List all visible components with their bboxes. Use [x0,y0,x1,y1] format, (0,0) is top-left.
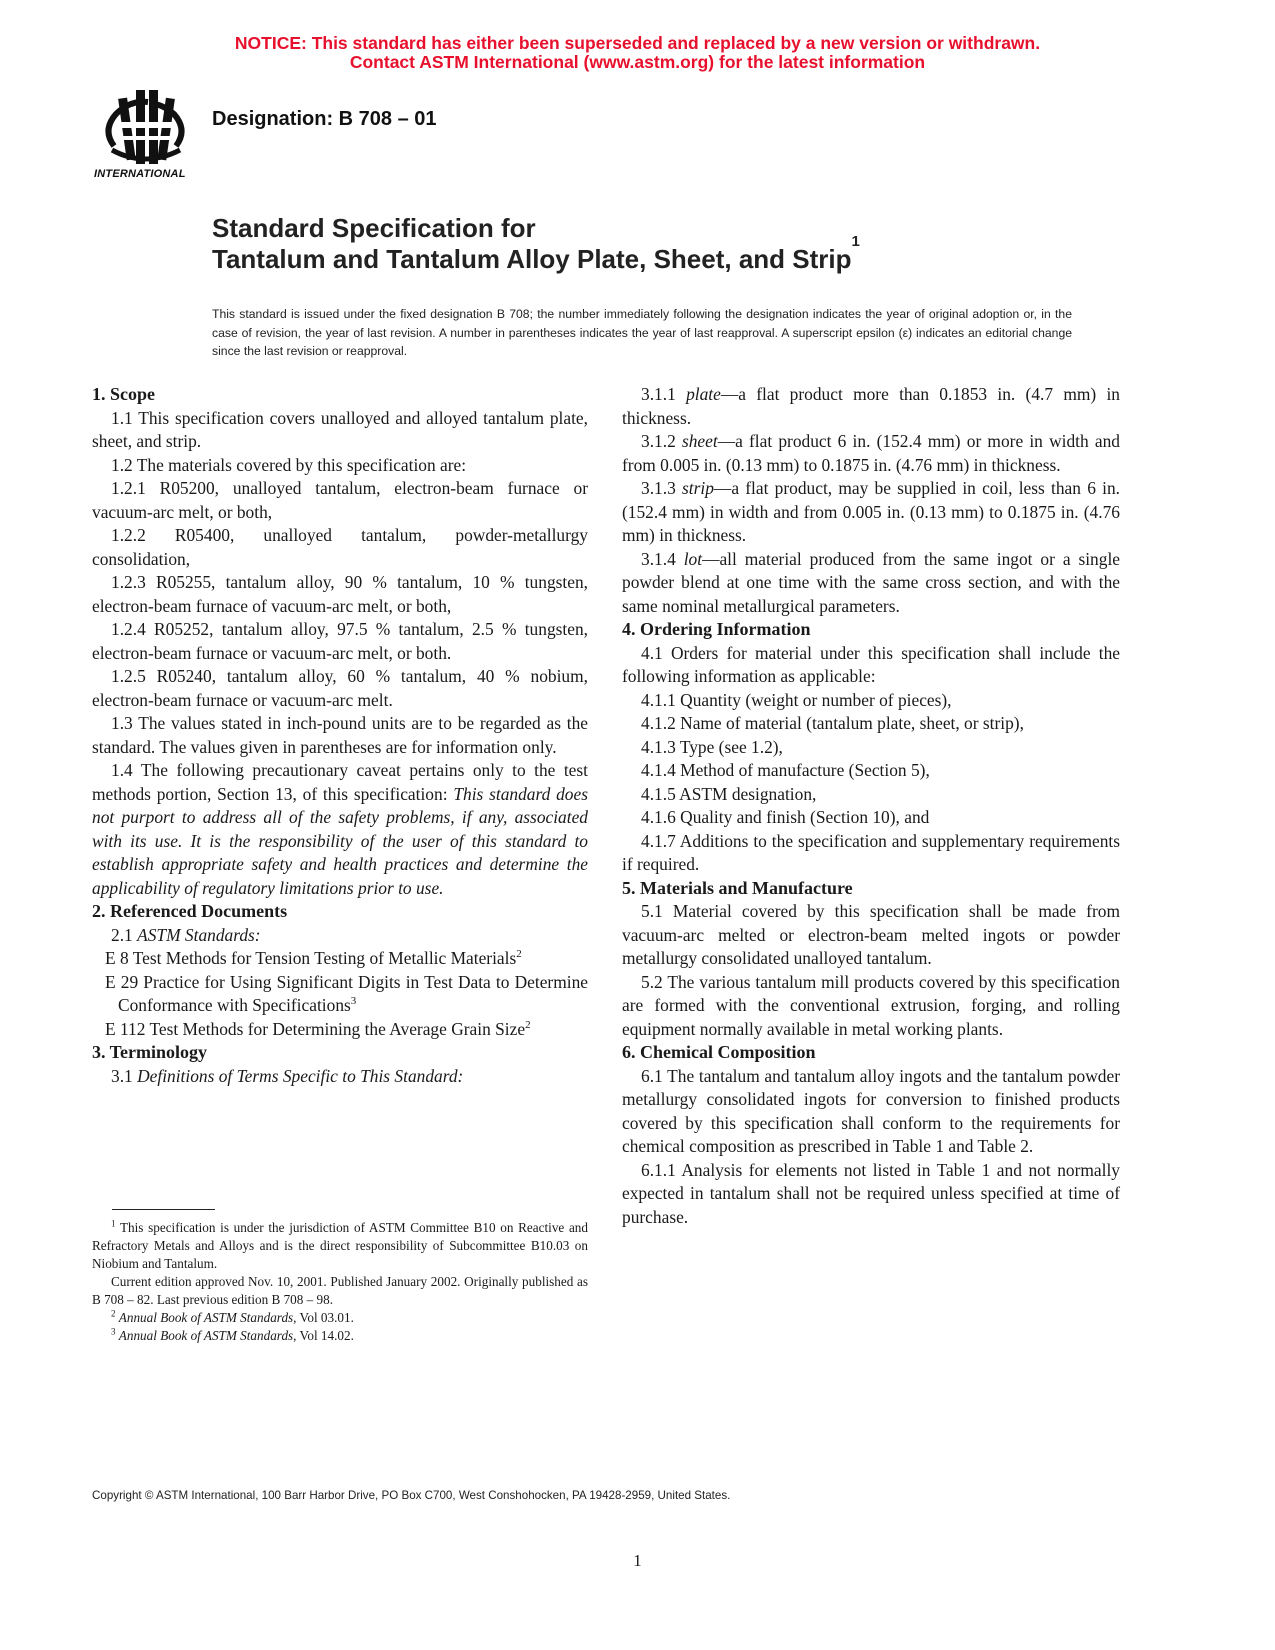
notice-line-1: NOTICE: This standard has either been superseded and replaced by a new version or withdrawn. [234,33,1041,53]
footnote-1-text: This specification is under the jurisdiction of ASTM Committee B10 on Reactive and Refractory Metals and Alloys and is the direct responsibility of Subcommittee B10.03 on Niobium and Tantalum. [92,1220,588,1271]
footnote-2-vol: , Vol 03.01. [293,1310,354,1325]
para-2-1 [92,924,588,948]
footnote-2-mark: 2 [111,1308,116,1319]
para-3-1 [92,1065,588,1089]
footnote-divider [112,1209,215,1210]
ref-e8 [92,947,588,971]
footnote-1-edition: Current edition approved Nov. 10, 2001. Published January 2002. Originally published as B 708 – 82. Last previous edition B 708 – 98. [92,1274,588,1307]
para-1-2: 1.2 The materials covered by this specification are: [111,454,467,475]
para-3-1-1 [622,383,1120,430]
def-plate: —a flat product more than 0.1853 in. (4.7 mm) in thickness. [622,384,1120,428]
para-3-1-1-num: 3.1.1 [641,384,687,404]
def-lot: —all material produced from the same ingot or a single powder blend at one time with the same cross section, and with the same nominal metallurgical parameters. [622,548,1120,616]
ref-e29-text: E 29 Practice for Using Significant Digits in Test Data to Determine Conformance with Specifications [105,971,588,1015]
footnotes [92,1219,588,1345]
para-3-1-title: Definitions of Terms Specific to This Standard: [137,1065,464,1086]
para-2-1-title: ASTM Standards: [137,924,261,945]
title-footnote-mark: 1 [851,233,860,250]
para-1-2-5: 1.2.5 R05240, tantalum alloy, 60 % tantalum, 40 % nobium, electron-beam furnace or vacuum-arc melt. [92,666,588,710]
para-4-1-5: 4.1.5 ASTM designation, [641,783,817,804]
term-plate: plate [686,384,721,404]
footnote-1 [92,1219,588,1273]
para-1-4 [92,759,588,900]
title-line-2-text: Tantalum and Tantalum Alloy Plate, Sheet, and Strip [212,244,852,274]
footnote-1-mark: 1 [111,1218,116,1229]
para-6-1-1: 6.1.1 Analysis for elements not listed in Table 1 and not normally expected in tantalum shall not be required unless specified at time of purchase. [622,1159,1120,1227]
section-2-heading: 2. Referenced Documents [92,901,288,921]
def-sheet: —a flat product 6 in. (152.4 mm) or more in width and from 0.005 in. (0.13 mm) to 0.1875 in. (4.76 mm) in thickness. [622,431,1120,475]
ref-e112-text: E 112 Test Methods for Determining the Average Grain Size [105,1018,526,1039]
section-3-heading: 3. Terminology [92,1042,208,1062]
ref-e8-text: E 8 Test Methods for Tension Testing of Metallic Materials [105,948,517,968]
term-sheet: sheet [681,431,718,451]
page-number: 1 [633,1551,642,1570]
para-1-1: 1.1 This specification covers unalloyed and alloyed tantalum plate, sheet, and strip. [92,407,588,451]
title-line-1: Standard Specification for [212,213,536,243]
section-4-heading: 4. Ordering Information [622,619,811,639]
notice-line-2: Contact ASTM International (www.astm.org) for the latest information [349,52,926,72]
ref-e29-footnote: 3 [350,995,357,1008]
para-5-1: 5.1 Material covered by this specification shall be made from vacuum-arc melted or electron-beam melted ingots or powder metallurgy consolidated unalloyed tantalum. [622,901,1120,968]
logo-international-text: INTERNATIONAL [94,168,186,180]
para-4-1-3: 4.1.3 Type (see 1.2), [641,736,783,757]
title-line-2 [212,233,860,275]
para-3-1-2-num: 3.1.2 [641,431,682,451]
footnote-3-mark: 3 [111,1326,116,1337]
para-4-1: 4.1 Orders for material under this specification shall include the following information as applicable: [622,642,1120,686]
para-3-1-4 [622,548,1120,619]
document-title [212,213,860,275]
para-3-1-2 [622,430,1120,477]
para-6-1: 6.1 The tantalum and tantalum alloy ingots and the tantalum powder metallurgy consolidated ingots for conversion to finished products covered by this specification shall conform to the requirements for chemical composition as prescribed in Table 1 and Table 2. [622,1065,1120,1156]
ref-e112-footnote: 2 [525,1018,531,1031]
ref-e8-footnote: 2 [516,948,522,961]
right-column [622,383,1120,1229]
para-1-3: 1.3 The values stated in inch-pound units are to be regarded as the standard. The values given in parentheses are for information only. [92,713,588,757]
para-3-1-3-num: 3.1.3 [641,478,683,498]
para-4-1-2: 4.1.2 Name of material (tantalum plate, sheet, or strip), [641,713,1024,733]
para-3-1-3 [622,477,1120,548]
para-2-1-num: 2.1 [111,924,138,945]
para-1-2-3: 1.2.3 R05255, tantalum alloy, 90 % tantalum, 10 % tungsten, electron-beam furnace of vacuum-arc melt, or both, [92,572,588,616]
designation: Designation: B 708 – 01 [212,108,437,130]
ref-e112 [92,1018,588,1042]
para-3-1-4-num: 3.1.4 [641,548,684,569]
para-4-1-4: 4.1.4 Method of manufacture (Section 5), [641,760,930,780]
footnote-2 [92,1309,588,1327]
footnote-2-title: Annual Book of ASTM Standards [118,1310,294,1325]
superseded-notice [0,34,1275,72]
section-6-heading: 6. Chemical Composition [622,1042,816,1062]
para-4-1-1: 4.1.1 Quantity (weight or number of pieces), [641,689,952,710]
para-1-2-1: 1.2.1 R05200, unalloyed tantalum, electron-beam furnace or vacuum-arc melt, or both, [92,478,588,522]
safety-caveat: This standard does not purport to address all of the safety problems, if any, associated with its use. It is the responsibility of the user of this standard to establish appropriate safety and health practices and determine the applicability of regulatory limitations prior to use. [92,783,588,898]
para-3-1-num: 3.1 [111,1065,138,1086]
term-lot: lot [683,548,703,569]
footnote-3-title: Annual Book of ASTM Standards [118,1328,294,1343]
para-1-2-4: 1.2.4 R05252, tantalum alloy, 97.5 % tantalum, 2.5 % tungsten, electron-beam furnace or vacuum-arc melt, or both. [92,619,588,663]
para-1-4-text: 1.4 The following precautionary caveat pertains only to the test methods portion, Section 13, of this specification: [92,760,588,804]
section-5-heading: 5. Materials and Manufacture [622,877,853,898]
left-column [92,383,588,1088]
section-1-heading: 1. Scope [92,384,155,404]
para-4-1-7: 4.1.7 Additions to the specification and supplementary requirements if required. [622,830,1120,874]
term-strip: strip [682,478,714,498]
footnote-3-vol: , Vol 14.02. [293,1328,354,1343]
para-1-2-2: 1.2.2 R05400, unalloyed tantalum, powder-metallurgy consolidation, [92,525,588,569]
ref-e29 [92,971,588,1018]
def-strip: —a flat product, may be supplied in coil, less than 6 in. (152.4 mm) in width and from 0.005 in. (0.13 mm) to 0.1875 in. (4.76 mm) in thickness. [622,478,1120,545]
issued-note: This standard is issued under the fixed designation B 708; the number immediately following the designation indicates the year of original adoption or, in the case of revision, the year of last revision. A number in parentheses indicates the year of last reapproval. A superscript epsilon (ε) indicates an editorial change since the last revision or reapproval. [212,307,1072,358]
para-5-2: 5.2 The various tantalum mill products covered by this specification are formed with the conventional extrusion, forging, and rolling equipment normally available in metal working plants. [622,971,1120,1039]
footnote-3 [92,1327,588,1345]
para-4-1-6: 4.1.6 Quality and finish (Section 10), and [641,807,930,827]
copyright: Copyright © ASTM International, 100 Barr Harbor Drive, PO Box C700, West Conshohocken, PA 19428-2959, United States. [92,1489,731,1502]
